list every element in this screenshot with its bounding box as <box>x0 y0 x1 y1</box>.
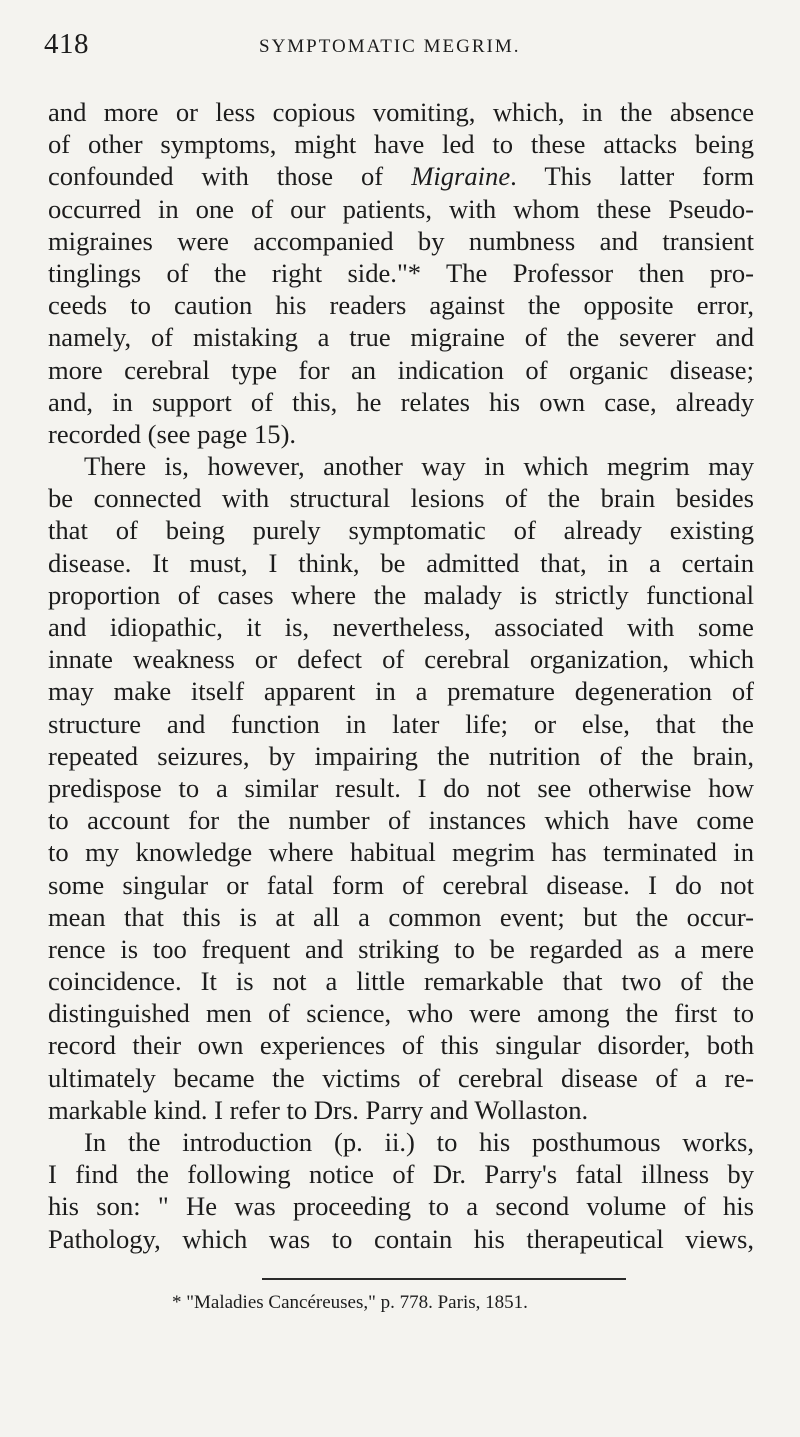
text-line: that of being purely symptomatic of already existing <box>48 515 754 546</box>
text-line: distinguished men of science, who were among the first to <box>48 998 754 1029</box>
text-line: In the introduction (p. ii.) to his posthumous works, <box>84 1127 754 1157</box>
text-line: may make itself apparent in a premature degeneration of <box>48 676 754 707</box>
text-line: his son: " He was proceeding to a second volume of his <box>48 1191 754 1222</box>
page-header <box>44 28 764 68</box>
text-line: more cerebral type for an indication of organic disease; <box>48 354 754 385</box>
text-line: of other symptoms, might have led to these attacks being <box>48 129 754 160</box>
text-line: Pathology, which was to contain his therapeutical views, <box>48 1223 754 1254</box>
page-number: 418 <box>44 28 89 60</box>
text-line: predispose to a similar result. I do not see otherwise how <box>48 772 754 803</box>
text-line: proportion of cases where the malady is strictly functional <box>48 579 754 610</box>
text-line: disease. It must, I think, be admitted that, in a certain <box>48 547 754 578</box>
text-line: ceeds to caution his readers against the opposite error, <box>48 290 754 321</box>
footnote-divider <box>262 1278 626 1280</box>
italic-term: Migraine <box>411 161 511 192</box>
text-line: to my knowledge where habitual megrim has terminated in <box>48 837 754 868</box>
text-line: occurred in one of our patients, with whom these Pseudo- <box>48 193 754 224</box>
footnote: * "Maladies Cancéreuses," p. 778. Paris, 1851. <box>172 1292 528 1313</box>
text-fragment: . This latter form <box>510 161 754 192</box>
text-line: record their own experiences of this singular disorder, both <box>48 1030 754 1061</box>
text-line-with-italic <box>48 160 754 192</box>
text-line: markable kind. I refer to Drs. Parry and Wollaston. <box>48 1094 589 1125</box>
text-line: migraines were accompanied by numbness and transient <box>48 225 754 256</box>
text-line: and, in support of this, he relates his own case, already <box>48 386 754 417</box>
text-fragment: confounded with those of <box>48 161 412 192</box>
text-line: innate weakness or defect of cerebral organization, which <box>48 644 754 675</box>
text-line: structure and function in later life; or else, that the <box>48 708 754 739</box>
text-line: ultimately became the victims of cerebral disease of a re- <box>48 1062 754 1093</box>
running-head: SYMPTOMATIC MEGRIM. <box>259 36 521 57</box>
text-line: coincidence. It is not a little remarkable that two of the <box>48 966 754 997</box>
text-line: I find the following notice of Dr. Parry's fatal illness by <box>48 1159 754 1190</box>
text-line: mean that this is at all a common event; but the occur- <box>48 901 754 932</box>
text-line: tinglings of the right side."* The Professor then pro- <box>48 257 754 288</box>
text-line: rence is too frequent and striking to be regarded as a mere <box>48 933 754 964</box>
text-line: repeated seizures, by impairing the nutrition of the brain, <box>48 740 754 771</box>
text-line: There is, however, another way in which megrim may <box>84 451 754 482</box>
text-line: recorded (see page 15). <box>48 418 297 449</box>
text-line: and more or less copious vomiting, which, in the absence <box>48 97 754 127</box>
text-line: namely, of mistaking a true migraine of the severer and <box>48 322 754 353</box>
text-line: be connected with structural lesions of the brain besides <box>48 483 754 514</box>
body-text <box>48 96 754 1255</box>
text-line: to account for the number of instances which have come <box>48 805 754 836</box>
text-line: and idiopathic, it is, nevertheless, associated with some <box>48 612 754 642</box>
text-line: some singular or fatal form of cerebral disease. I do not <box>48 869 754 900</box>
